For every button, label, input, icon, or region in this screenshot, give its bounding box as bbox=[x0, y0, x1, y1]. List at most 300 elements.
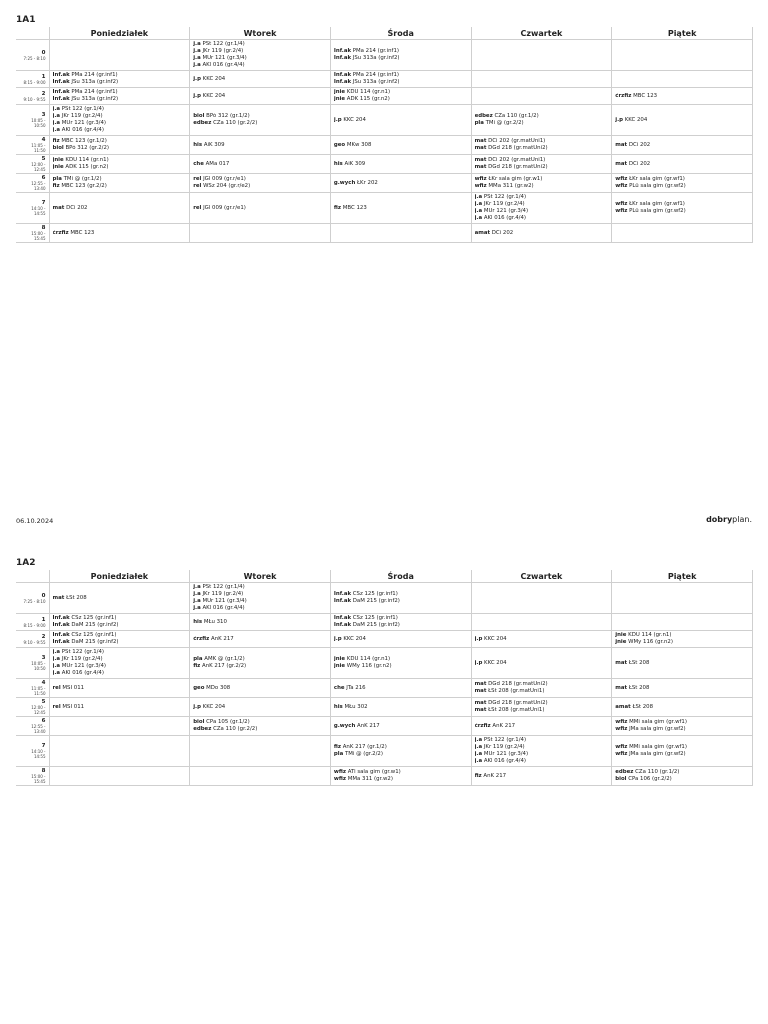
teacher-room: ADK 115 (gr.n2) bbox=[65, 164, 109, 170]
subject-code: jnie bbox=[333, 89, 346, 95]
subject-code: fiz bbox=[333, 744, 342, 750]
lesson-entry bbox=[193, 636, 327, 643]
subject-code: ćrzfiz bbox=[193, 635, 210, 642]
teacher-room: WMy 116 (gr.n2) bbox=[628, 639, 673, 645]
subject-code: rel bbox=[52, 684, 61, 691]
subject-code: g.wych bbox=[333, 179, 356, 186]
teacher-room: PMa 214 (gr.inf1) bbox=[71, 89, 118, 95]
lesson-time: 12:00 - 12:45 bbox=[31, 705, 46, 715]
lesson-time: 11:05 - 11:50 bbox=[31, 143, 46, 153]
corner-cell bbox=[16, 27, 49, 40]
lesson-entry bbox=[475, 688, 609, 695]
teacher-room: DGd 218 (gr.matUni2) bbox=[488, 700, 548, 706]
lesson-entry bbox=[334, 663, 468, 670]
lesson-entry bbox=[475, 737, 609, 744]
subject-code: j.p bbox=[333, 635, 342, 642]
subject-code: rel bbox=[193, 176, 202, 182]
lesson-entry bbox=[193, 205, 327, 212]
lesson-entry bbox=[334, 72, 468, 79]
subject-code: Inf.ak bbox=[52, 72, 70, 78]
teacher-room: MŁu 310 bbox=[203, 618, 227, 625]
lesson-entry bbox=[334, 685, 468, 692]
lesson-number: 8 bbox=[41, 768, 46, 774]
lesson-entry bbox=[193, 685, 327, 692]
lesson-cell bbox=[612, 136, 753, 155]
teacher-room: KDU 114 (gr.n1) bbox=[628, 632, 672, 638]
teacher-room: ŁKr sala gim (gr.w1) bbox=[488, 176, 543, 182]
lesson-row bbox=[16, 648, 753, 679]
subject-code: Inf.ak bbox=[52, 615, 70, 621]
subject-code: mat bbox=[474, 145, 487, 151]
lesson-slot bbox=[16, 717, 49, 736]
lesson-slot bbox=[16, 698, 49, 717]
teacher-room: DaM 215 (gr.inf2) bbox=[71, 622, 119, 628]
lesson-cell bbox=[49, 40, 190, 71]
lesson-row bbox=[16, 767, 753, 786]
lesson-cell bbox=[471, 717, 612, 736]
teacher-room: PSt 122 (gr.1/4) bbox=[61, 106, 105, 112]
subject-code: his bbox=[193, 141, 203, 148]
lesson-entry bbox=[615, 208, 749, 215]
lesson-time: 10:05 - 10:50 bbox=[31, 118, 46, 128]
subject-code: mat bbox=[474, 157, 487, 163]
lesson-entry bbox=[475, 700, 609, 707]
lesson-time: 12:55 - 13:40 bbox=[31, 181, 46, 191]
lesson-cell bbox=[330, 767, 471, 786]
teacher-room: MUr 121 (gr.3/4) bbox=[61, 120, 107, 126]
lesson-entry bbox=[475, 215, 609, 222]
lesson-entry bbox=[193, 183, 327, 190]
subject-code: pla bbox=[193, 656, 203, 662]
subject-code: geo bbox=[193, 684, 205, 691]
lesson-entry bbox=[334, 744, 468, 751]
teacher-room: CPa 105 (gr.1/2) bbox=[206, 719, 250, 725]
teacher-room: JMa sala gim (gr.wf2) bbox=[629, 726, 686, 732]
lesson-cell bbox=[471, 631, 612, 648]
teacher-room: DCi 202 bbox=[628, 160, 651, 167]
subject-code: j.a bbox=[52, 120, 61, 126]
teacher-room: MMi sala gim (gr.wf1) bbox=[629, 719, 687, 725]
lesson-cell bbox=[471, 679, 612, 698]
subject-code: j.p bbox=[193, 92, 201, 99]
lesson-entry bbox=[615, 201, 749, 208]
lesson-row bbox=[16, 614, 753, 631]
lesson-entry bbox=[334, 205, 468, 212]
teacher-room: MBC 123 (gr.1/2) bbox=[61, 138, 107, 144]
subject-code: j.a bbox=[52, 670, 61, 676]
lesson-cell bbox=[471, 193, 612, 224]
teacher-room: PMa 214 (gr.inf1) bbox=[352, 48, 399, 54]
lesson-cell bbox=[330, 105, 471, 136]
subject-code: j.a bbox=[52, 113, 61, 119]
lesson-cell bbox=[190, 136, 331, 155]
lesson-row bbox=[16, 174, 753, 193]
subject-code: j.a bbox=[52, 649, 61, 655]
subject-code: jnie bbox=[333, 96, 346, 102]
subject-code: Inf.ak bbox=[52, 639, 70, 645]
lesson-entry bbox=[193, 619, 327, 626]
lesson-row bbox=[16, 717, 753, 736]
lesson-cell bbox=[471, 105, 612, 136]
lesson-time: 14:10 - 14:55 bbox=[31, 206, 46, 216]
subject-code: j.a bbox=[193, 584, 201, 590]
lesson-entry bbox=[53, 205, 187, 212]
lesson-row bbox=[16, 698, 753, 717]
subject-code: mat bbox=[474, 681, 487, 687]
lesson-entry bbox=[53, 79, 187, 86]
lesson-cell bbox=[330, 583, 471, 614]
teacher-room: CZa 110 (gr.1/2) bbox=[494, 113, 539, 119]
teacher-room: ŁSt 208 bbox=[628, 684, 650, 691]
teacher-room: MUr 121 (gr.3/4) bbox=[483, 751, 529, 757]
class-title: 1A2 bbox=[16, 558, 36, 568]
teacher-room: WMy 116 (gr.n2) bbox=[346, 663, 392, 669]
teacher-room: PSt 122 (gr.1/4) bbox=[483, 737, 527, 743]
lesson-cell bbox=[330, 631, 471, 648]
teacher-room: ŁSt 208 bbox=[628, 659, 650, 666]
lesson-entry bbox=[334, 723, 468, 730]
teacher-room: DaM 215 (gr.inf2) bbox=[352, 598, 400, 604]
lesson-cell bbox=[330, 698, 471, 717]
lesson-entry bbox=[334, 598, 468, 605]
teacher-room: PSt 122 (gr.1/4) bbox=[202, 41, 245, 47]
lesson-entry bbox=[475, 201, 609, 208]
lesson-entry bbox=[334, 48, 468, 55]
lesson-cell bbox=[612, 648, 753, 679]
lesson-time: 7:25 - 8:10 bbox=[23, 598, 46, 604]
teacher-room: JKr 119 (gr.2/4) bbox=[202, 48, 244, 54]
lesson-cell bbox=[471, 136, 612, 155]
lesson-entry bbox=[53, 656, 187, 663]
subject-code: Inf.ak bbox=[333, 72, 352, 78]
lesson-time: 14:10 - 14:55 bbox=[31, 749, 46, 759]
lesson-row bbox=[16, 136, 753, 155]
lesson-cell bbox=[190, 71, 331, 88]
lesson-entry bbox=[334, 96, 468, 103]
lesson-entry bbox=[193, 120, 327, 127]
lesson-cell bbox=[49, 136, 190, 155]
lesson-slot bbox=[16, 105, 49, 136]
lesson-entry bbox=[334, 79, 468, 86]
teacher-room: MUr 121 (gr.3/4) bbox=[202, 598, 247, 604]
lesson-time: 7:25 - 8:10 bbox=[23, 55, 46, 61]
lesson-cell bbox=[471, 224, 612, 243]
print-date: 06.10.2024 bbox=[16, 517, 54, 525]
teacher-room: DCi 202 (gr.matUni1) bbox=[488, 138, 546, 144]
lesson-row bbox=[16, 40, 753, 71]
teacher-room: MMi sala gim (gr.wf1) bbox=[629, 744, 687, 750]
teacher-room: PSt 122 (gr.1/4) bbox=[202, 584, 245, 590]
subject-code: j.p bbox=[474, 635, 483, 642]
subject-code: fiz bbox=[52, 138, 60, 144]
dobryplan-logo bbox=[706, 515, 752, 524]
lesson-entry bbox=[475, 183, 609, 190]
lesson-entry bbox=[193, 656, 327, 663]
lesson-entry bbox=[53, 89, 187, 96]
teacher-room: PSt 122 (gr.1/4) bbox=[483, 194, 527, 200]
lesson-entry bbox=[53, 615, 187, 622]
lesson-entry bbox=[193, 598, 327, 605]
lesson-slot bbox=[16, 767, 49, 786]
lesson-entry bbox=[53, 138, 187, 145]
class-title: 1A1 bbox=[16, 15, 36, 25]
lesson-cell bbox=[612, 583, 753, 614]
subject-code: wfiz bbox=[615, 744, 628, 750]
lesson-cell bbox=[330, 679, 471, 698]
lesson-time: 9:10 - 9:55 bbox=[23, 639, 46, 645]
lesson-entry bbox=[475, 660, 609, 667]
teacher-room: KKC 204 bbox=[484, 635, 507, 642]
lesson-entry bbox=[53, 183, 187, 190]
teacher-room: CSz 125 (gr.inf1) bbox=[71, 615, 117, 621]
lesson-cell bbox=[330, 155, 471, 174]
lesson-cell bbox=[49, 717, 190, 736]
lesson-number: 3 bbox=[41, 112, 46, 118]
day-header-row bbox=[16, 27, 753, 40]
subject-code: Inf.ak bbox=[333, 79, 352, 85]
lesson-cell bbox=[49, 736, 190, 767]
subject-code: j.a bbox=[474, 201, 483, 207]
subject-code: his bbox=[333, 160, 343, 167]
subject-code: wfiz bbox=[615, 719, 628, 725]
subject-code: j.a bbox=[474, 215, 483, 221]
lesson-cell bbox=[190, 583, 331, 614]
lesson-entry bbox=[53, 685, 187, 692]
lesson-row bbox=[16, 193, 753, 224]
lesson-cell bbox=[471, 736, 612, 767]
lesson-entry bbox=[53, 145, 187, 152]
lesson-entry bbox=[615, 719, 749, 726]
teacher-room: DaM 215 (gr.inf2) bbox=[71, 639, 119, 645]
lesson-number: 0 bbox=[41, 49, 46, 56]
lesson-entry bbox=[615, 639, 749, 646]
subject-code: jnie bbox=[615, 632, 627, 638]
teacher-room: KKC 204 bbox=[343, 116, 366, 123]
lesson-entry bbox=[53, 164, 187, 171]
subject-code: j.a bbox=[52, 663, 61, 669]
teacher-room: KKC 204 bbox=[484, 659, 507, 666]
teacher-room: JKr 119 (gr.2/4) bbox=[202, 591, 244, 597]
subject-code: j.p bbox=[193, 75, 201, 82]
lesson-entry bbox=[334, 636, 468, 643]
teacher-room: JGl 009 (gr.r/e1) bbox=[203, 204, 246, 211]
lesson-cell bbox=[612, 614, 753, 631]
subject-code: wfiz bbox=[474, 183, 487, 189]
teacher-room: AnK 217 (gr.1/2) bbox=[342, 744, 387, 750]
lesson-cell bbox=[49, 155, 190, 174]
teacher-room: ADK 115 (gr.n2) bbox=[346, 96, 390, 102]
lesson-slot bbox=[16, 193, 49, 224]
subject-code: che bbox=[333, 684, 345, 691]
day-header: Czwartek bbox=[471, 27, 612, 40]
subject-code: wfiz bbox=[615, 208, 628, 214]
teacher-room: MUr 121 (gr.3/4) bbox=[483, 208, 529, 214]
lesson-slot bbox=[16, 583, 49, 614]
lesson-cell bbox=[612, 631, 753, 648]
lesson-number: 6 bbox=[41, 175, 46, 181]
lesson-entry bbox=[615, 751, 749, 758]
subject-code: ćrzfiz bbox=[474, 722, 491, 729]
subject-code: wfiz bbox=[333, 769, 346, 775]
subject-code: che bbox=[193, 160, 204, 167]
teacher-room: JKr 119 (gr.2/4) bbox=[61, 113, 103, 119]
teacher-room: KKC 204 bbox=[624, 116, 648, 123]
teacher-room: ŁKr sala gim (gr.wf1) bbox=[629, 176, 685, 182]
subject-code: Inf.ak bbox=[333, 622, 352, 628]
subject-code: wfiz bbox=[615, 201, 628, 207]
teacher-room: MKw 308 bbox=[346, 141, 372, 148]
teacher-room: JMa sala gim (gr.wf2) bbox=[629, 751, 686, 757]
day-header: Piątek bbox=[612, 570, 753, 583]
teacher-room: JGl 009 (gr.r/e1) bbox=[203, 176, 246, 182]
teacher-room: MDo 308 bbox=[206, 684, 231, 691]
lesson-cell bbox=[190, 105, 331, 136]
subject-code: geo bbox=[333, 141, 346, 148]
lesson-entry bbox=[615, 776, 749, 783]
teacher-room: KKC 204 bbox=[202, 703, 226, 710]
day-header: Wtorek bbox=[190, 27, 331, 40]
teacher-room: AiK 309 bbox=[344, 160, 366, 167]
lesson-slot bbox=[16, 88, 49, 105]
lesson-slot bbox=[16, 631, 49, 648]
lesson-entry bbox=[475, 145, 609, 152]
lesson-cell bbox=[612, 193, 753, 224]
teacher-room: DGd 218 (gr.matUni2) bbox=[488, 145, 548, 151]
subject-code: edbez bbox=[193, 726, 212, 732]
lesson-slot bbox=[16, 40, 49, 71]
lesson-entry bbox=[193, 161, 327, 168]
lesson-entry bbox=[334, 591, 468, 598]
day-header: Poniedziałek bbox=[49, 27, 190, 40]
lesson-entry bbox=[475, 773, 609, 780]
teacher-room: JKr 119 (gr.2/4) bbox=[61, 656, 103, 662]
teacher-room: MUr 121 (gr.3/4) bbox=[61, 663, 107, 669]
subject-code: j.p bbox=[333, 116, 342, 123]
subject-code: j.a bbox=[52, 656, 61, 662]
lesson-time: 10:05 - 10:50 bbox=[31, 661, 46, 671]
subject-code: biol bbox=[52, 145, 64, 151]
subject-code: mat bbox=[615, 141, 628, 148]
subject-code: biol bbox=[193, 113, 205, 119]
subject-code: wfiz bbox=[615, 726, 628, 732]
teacher-room: PMa 214 (gr.inf1) bbox=[71, 72, 118, 78]
lesson-cell bbox=[190, 679, 331, 698]
lesson-time: 8:15 - 9:00 bbox=[23, 79, 46, 85]
teacher-room: JSu 313a (gr.inf2) bbox=[71, 96, 119, 102]
lesson-entry bbox=[615, 161, 749, 168]
teacher-room: DGd 218 (gr.matUni2) bbox=[488, 164, 548, 170]
lesson-entry bbox=[53, 176, 187, 183]
subject-code: j.a bbox=[474, 751, 483, 757]
lesson-row bbox=[16, 631, 753, 648]
lesson-entry bbox=[615, 117, 749, 124]
lesson-entry bbox=[475, 120, 609, 127]
teacher-room: ŁSt 208 (gr.matUni1) bbox=[488, 707, 545, 713]
lesson-slot bbox=[16, 174, 49, 193]
day-header-row bbox=[16, 570, 753, 583]
subject-code: mat bbox=[474, 688, 487, 694]
lesson-time: 15:00 - 15:45 bbox=[31, 774, 46, 784]
lesson-entry bbox=[53, 670, 187, 677]
lesson-entry bbox=[53, 113, 187, 120]
lesson-cell bbox=[190, 40, 331, 71]
subject-code: Inf.ak bbox=[52, 89, 70, 95]
lesson-entry bbox=[53, 230, 187, 237]
lesson-entry bbox=[615, 93, 749, 100]
lesson-cell bbox=[49, 648, 190, 679]
teacher-room: ATi sala gim (gr.w1) bbox=[347, 769, 401, 775]
teacher-room: CPa 106 (gr.2/2) bbox=[628, 776, 672, 782]
lesson-number: 7 bbox=[41, 743, 46, 749]
subject-code: ćrzfiz bbox=[52, 229, 69, 236]
subject-code: j.a bbox=[193, 41, 201, 47]
teacher-room: TMi @ (gr.2/2) bbox=[485, 120, 524, 126]
lesson-row bbox=[16, 583, 753, 614]
subject-code: fiz bbox=[474, 772, 482, 779]
lesson-entry bbox=[475, 751, 609, 758]
lesson-cell bbox=[471, 767, 612, 786]
subject-code: jnie bbox=[615, 639, 627, 645]
lesson-entry bbox=[193, 113, 327, 120]
day-header: Środa bbox=[330, 27, 471, 40]
teacher-room: KDU 114 (gr.n1) bbox=[346, 656, 391, 662]
lesson-row bbox=[16, 88, 753, 105]
lesson-cell bbox=[49, 224, 190, 243]
lesson-cell bbox=[612, 224, 753, 243]
lesson-entry bbox=[53, 704, 187, 711]
lesson-row bbox=[16, 679, 753, 698]
subject-code: j.a bbox=[474, 744, 483, 750]
teacher-room: MBC 123 bbox=[633, 92, 658, 99]
teacher-room: TMi @ (gr.1/2) bbox=[63, 176, 102, 182]
teacher-room: MBC 123 (gr.2/2) bbox=[61, 183, 107, 189]
timetable bbox=[16, 570, 753, 786]
teacher-room: ŁKr 202 bbox=[357, 179, 378, 186]
teacher-room: MŁu 302 bbox=[344, 703, 368, 710]
lesson-entry bbox=[193, 176, 327, 183]
lesson-entry bbox=[615, 726, 749, 733]
subject-code: jnie bbox=[333, 656, 346, 662]
teacher-room: KKC 204 bbox=[202, 75, 226, 82]
teacher-room: DGd 218 (gr.matUni2) bbox=[488, 681, 548, 687]
lesson-entry bbox=[615, 142, 749, 149]
teacher-room: DaM 215 (gr.inf2) bbox=[352, 622, 400, 628]
lesson-cell bbox=[330, 648, 471, 679]
teacher-room: AnK 217 bbox=[357, 722, 380, 729]
teacher-room: AKl 016 (gr.4/4) bbox=[483, 758, 527, 764]
lesson-cell bbox=[471, 155, 612, 174]
lesson-number: 3 bbox=[41, 655, 46, 661]
teacher-room: KKC 204 bbox=[202, 92, 226, 99]
teacher-room: AMK @ (gr.1/2) bbox=[204, 656, 245, 662]
teacher-room: DCi 202 (gr.matUni1) bbox=[488, 157, 546, 163]
teacher-room: WSz 204 (gr.r/e2) bbox=[203, 183, 251, 189]
lesson-cell bbox=[190, 767, 331, 786]
subject-code: fiz bbox=[193, 663, 201, 669]
lesson-cell bbox=[471, 648, 612, 679]
subject-code: jnie bbox=[333, 663, 346, 669]
teacher-room: ŁKr sala gim (gr.wf1) bbox=[629, 201, 685, 207]
teacher-room: AKl 016 (gr.4/4) bbox=[202, 62, 245, 68]
lesson-number: 1 bbox=[41, 73, 46, 80]
lesson-entry bbox=[475, 194, 609, 201]
lesson-cell bbox=[49, 767, 190, 786]
lesson-cell bbox=[330, 614, 471, 631]
lesson-number: 4 bbox=[41, 680, 46, 686]
teacher-room: PLü sala gim (gr.wf2) bbox=[629, 183, 686, 189]
lesson-entry bbox=[53, 632, 187, 639]
lesson-entry bbox=[334, 751, 468, 758]
